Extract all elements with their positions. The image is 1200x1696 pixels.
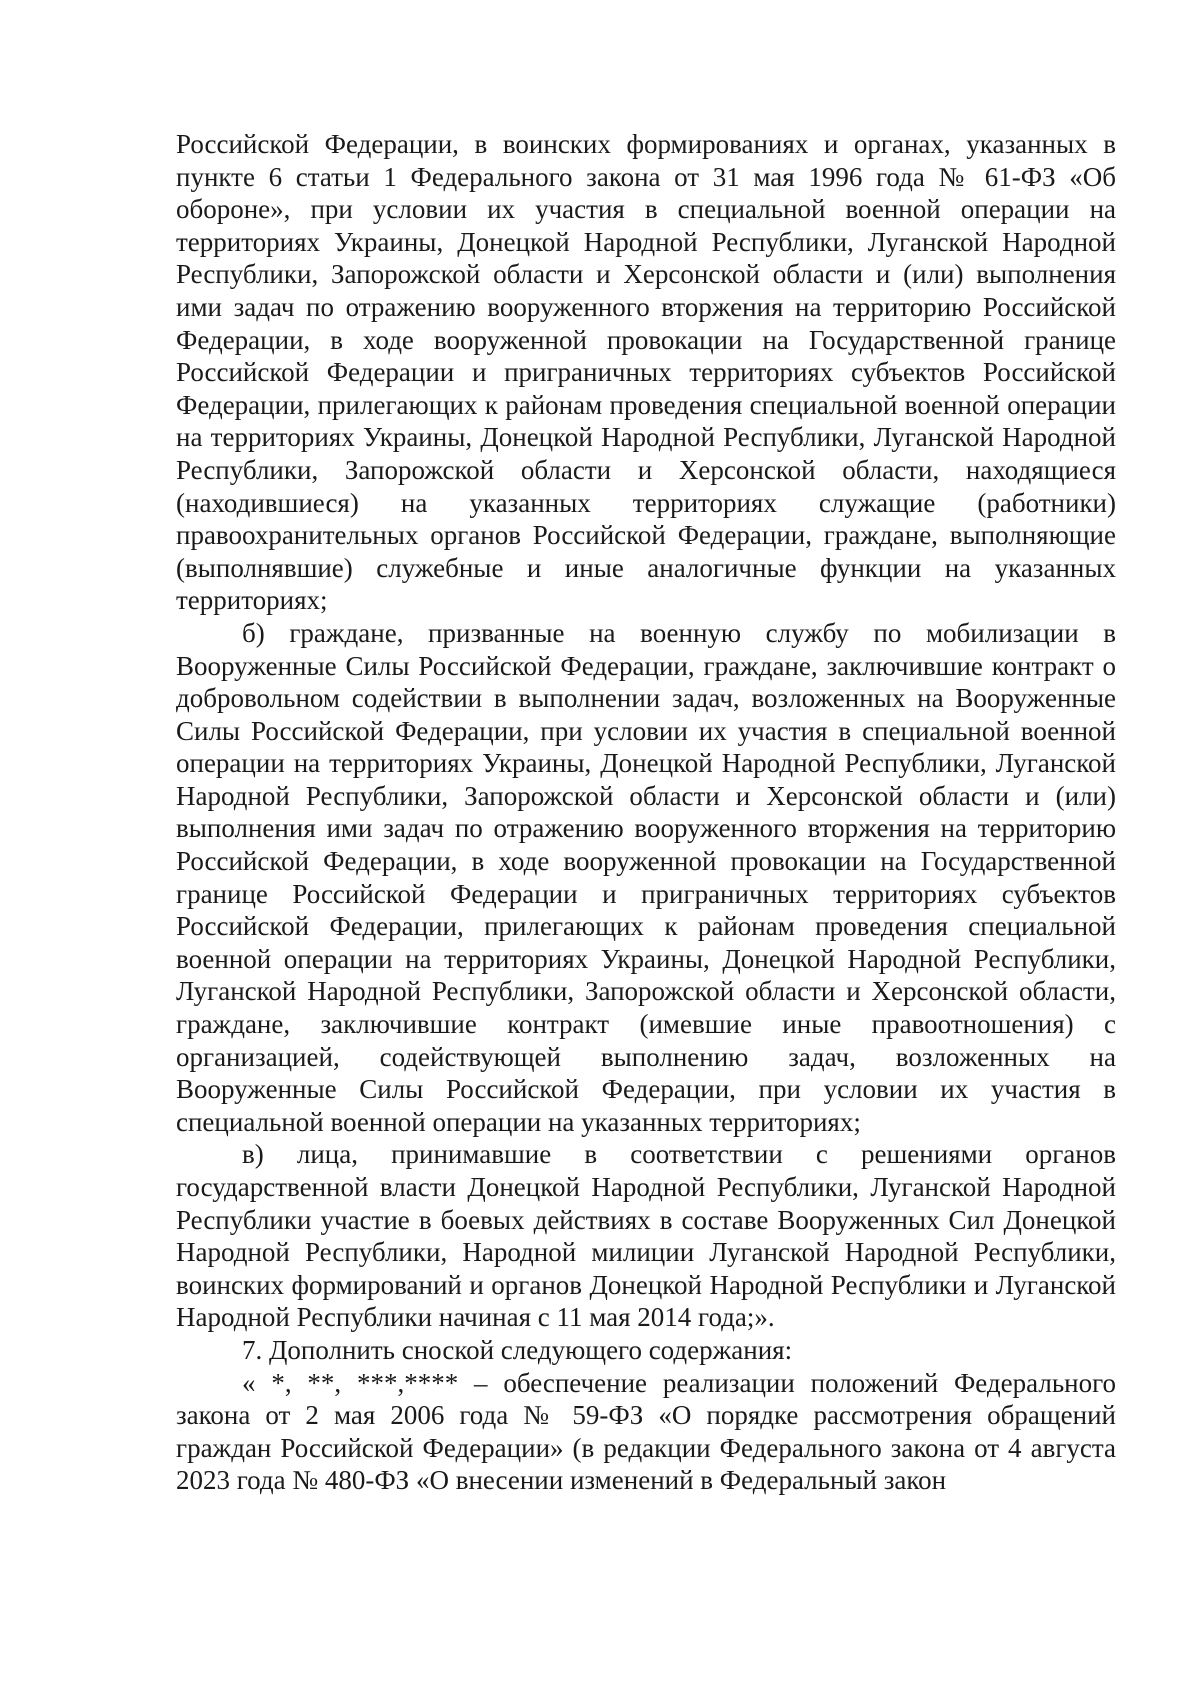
paragraph-item-b: б) граждане, призванные на военную службу по мобилизации в Вооруженные Силы Российской Федерации, граждане, заключившие контракт о добровольном содействии в выполнении задач, возложенных на Вооруженные Силы Российской Федерации, при условии их участия в специальной военной операции на территориях Украины, Донецкой Народной Республики, Луганской Народной Республики, Запорожской области и Херсонской области и (или) выполнения ими задач по отражению вооруженного вторжения на территорию Российской Федерации, в ходе вооруженной провокации на Государственной границе Российской Федерации и приграничных территориях субъектов Российской Федерации, прилегающих к районам проведения специальной военной операции на территориях Украины, Донецкой Народной Республики, Луганской Народной Республики, Запорожской области и Херсонской области, граждане, заключившие контракт (имевшие иные правоотношения) с организацией, содействующей выполнению задач, возложенных на Вооруженные Силы Российской Федерации, при условии их участия в специальной военной операции на указанных территориях; (176, 617, 1116, 1137)
paragraph-item-v: в) лица, принимавшие в соответствии с решениями органов государственной власти Донецкой Народной Республики, Луганской Народной Республики участие в боевых действиях в составе Вооруженных Сил Донецкой Народной Республики, Народной милиции Луганской Народной Республики, воинских формирований и органов Донецкой Народной Республики и Луганской Народной Республики начиная с 11 мая 2014 года;». (176, 1139, 1116, 1333)
document-body (176, 128, 1116, 1497)
paragraph-continuation: Российской Федерации, в воинских формированиях и органах, указанных в пункте 6 статьи 1 Федерального закона от 31 мая 1996 года № 61-ФЗ «Об обороне», при условии их участия в специальной военной операции на территориях Украины, Донецкой Народной Республики, Луганской Народной Республики, Запорожской области и Херсонской области и (или) выполнения ими задач по отражению вооруженного вторжения на территорию Российской Федерации, в ходе вооруженной провокации на Государственной границе Российской Федерации и приграничных территориях субъектов Российской Федерации, прилегающих к районам проведения специальной военной операции на территориях Украины, Донецкой Народной Республики, Луганской Народной Республики, Запорожской области и Херсонской области, находящиеся (находившиеся) на указанных территориях служащие (работники) правоохранительных органов Российской Федерации, граждане, выполняющие (выполнявшие) служебные и иные аналогичные функции на указанных территориях; (176, 129, 1116, 616)
paragraph-footnote: « *, **, ***,**** – обеспечение реализации положений Федерального закона от 2 мая 2006 года № 59-ФЗ «О порядке рассмотрения обращений граждан Российской Федерации» (в редакции Федерального закона от 4 августа 2023 года № 480-ФЗ «О внесении изменений в Федеральный закон (176, 1367, 1116, 1496)
paragraph-item-7: 7. Дополнить сноской следующего содержания: (242, 1334, 793, 1365)
